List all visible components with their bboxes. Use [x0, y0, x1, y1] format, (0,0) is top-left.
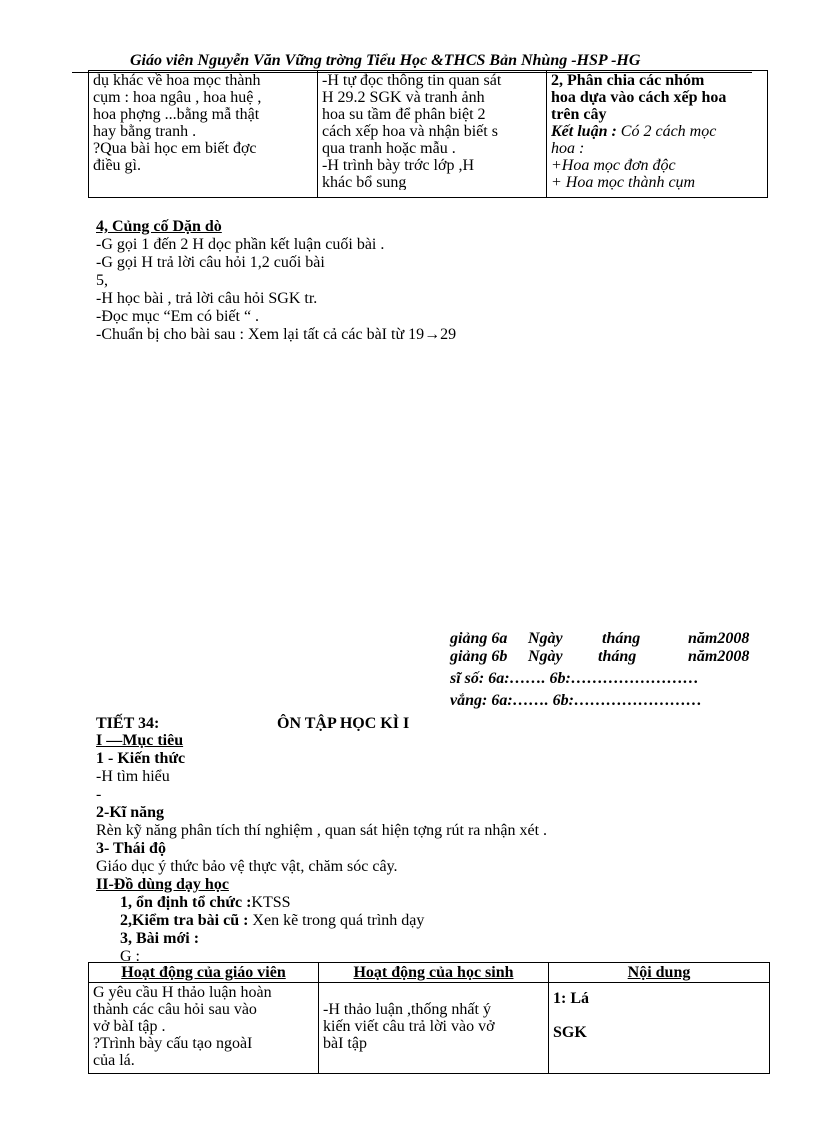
text-line: hay bằng tranh .	[93, 123, 197, 140]
schedule-day: Ngày	[528, 648, 563, 665]
text-segment: 29	[440, 326, 457, 343]
header-teacher-activity: Hoạt động của giáo viên	[89, 963, 319, 983]
student-activity-cell	[319, 983, 549, 1074]
text-line: -H thảo luận ,thống nhất ý	[323, 1001, 491, 1018]
text-line: Giáo dục ý thức bảo vệ thực vật, chăm sóc cây.	[96, 858, 398, 875]
schedule-day: Ngày	[528, 630, 563, 647]
text-segment: -Chuẩn bị cho bài sau : Xem lại tất cả các bàI từ 19	[96, 326, 425, 343]
section-consolidation	[96, 218, 456, 344]
text-line: khác bổ sung	[322, 174, 407, 190]
lesson-number: TIẾT 34:	[96, 715, 160, 732]
text-line: dụ khác về hoa mọc thành	[93, 72, 261, 89]
equipment-heading: II-Đồ dùng dạy học	[96, 876, 229, 893]
text-line: -	[96, 786, 102, 803]
step-value: Xen kẽ trong quá trình dạy	[248, 912, 425, 929]
schedule-row	[450, 630, 750, 648]
text-line: 5,	[96, 272, 108, 289]
conclusion-label: Kết luận :	[551, 123, 617, 140]
schedule-year: năm2008	[688, 630, 750, 647]
text-line: qua tranh hoặc mẫu .	[322, 140, 456, 157]
step-value: KTSS	[251, 894, 291, 911]
section-heading: 4, Củng cố Dặn dò	[96, 218, 222, 235]
step-label: 1, ổn định tổ chức :	[120, 894, 252, 911]
skills-heading: 2-Kĩ năng	[96, 804, 165, 821]
header-content: Nội dung	[549, 963, 770, 983]
text-line: Rèn kỹ năng phân tích thí nghiệm , quan sát hiện tợng rút ra nhận xét .	[96, 822, 548, 839]
knowledge-heading: 1 - Kiến thức	[96, 750, 186, 767]
text-line: của lá.	[93, 1052, 135, 1069]
text-line: -G gọi H trả lời câu hỏi 1,2 cuối bài	[96, 254, 325, 271]
text-line: vở bàI tập .	[93, 1018, 166, 1035]
conclusion-text: Có 2 cách mọc	[616, 123, 717, 140]
schedule-year: năm2008	[688, 648, 750, 665]
text-line: hoa su tầm để phân biệt 2	[322, 106, 486, 123]
conclusion-line	[551, 123, 763, 140]
step-line	[96, 894, 547, 912]
top-table-col-content	[547, 71, 768, 198]
content-heading-line: hoa dựa vào cách xếp hoa	[551, 89, 727, 106]
attitude-heading: 3- Thái độ	[96, 840, 166, 857]
top-lesson-table	[88, 70, 768, 198]
step-line: 3, Bài mới :	[120, 930, 200, 947]
text-line	[96, 326, 456, 344]
step-line: G :	[120, 948, 140, 965]
schedule-row	[450, 648, 750, 666]
lesson-body	[96, 732, 547, 966]
schedule-label: giảng 6a	[450, 630, 508, 647]
text-line: -H tìm hiểu	[96, 768, 170, 785]
table-header-row	[89, 963, 770, 983]
activity-table	[88, 962, 770, 1074]
schedule-month: tháng	[602, 630, 641, 647]
text-line: cụm : hoa ngâu , hoa huệ ,	[93, 89, 262, 106]
text-line: -H tự đọc thông tin quan sát	[322, 72, 502, 89]
objectives-heading: I —Mục tiêu	[96, 732, 184, 749]
schedule-month: tháng	[598, 648, 637, 665]
text-line: -Đọc mục “Em có biết “ .	[96, 308, 260, 325]
text-line: hoa phợng ...bằng mẫ thật	[93, 106, 260, 123]
text-line: thành các câu hỏi sau vào	[93, 1001, 257, 1018]
text-line: kiến viết câu trả lời vào vở	[323, 1018, 495, 1035]
text-line: ?Qua bài học em biết đợc	[93, 140, 257, 157]
top-table-col-teacher	[89, 71, 318, 198]
header-student-activity: Hoạt động của học sinh	[319, 963, 549, 983]
text-line: bàI tập	[323, 1035, 367, 1052]
text-line: +Hoa mọc đơn độc	[551, 157, 676, 174]
teacher-activity-cell	[89, 983, 319, 1074]
text-line: -G gọi 1 đến 2 H dọc phần kết luận cuối bài .	[96, 236, 385, 253]
content-heading-line: trên cây	[551, 106, 607, 123]
page-header: Giáo viên Nguyễn Văn Vững trờng Tiểu Học &THCS Bản Nhùng -HSP -HG	[130, 52, 641, 69]
text-line: cách xếp hoa và nhận biết s	[322, 123, 498, 140]
lesson-title: ÔN TẬP HỌC KÌ I	[277, 715, 410, 732]
schedule-block	[450, 630, 750, 710]
content-heading-line: 2, Phân chia các nhóm	[551, 72, 705, 89]
step-line	[96, 912, 547, 930]
content-heading: 1: Lá	[553, 990, 589, 1007]
content-reference: SGK	[553, 1024, 587, 1041]
text-line	[553, 1007, 765, 1024]
text-line: điều gì.	[93, 157, 141, 174]
attendance-row: sĩ số: 6a:……. 6b:……………………	[450, 670, 699, 687]
arrow-icon: →	[424, 326, 441, 343]
absence-row: vắng: 6a:……. 6b:……………………	[450, 692, 702, 709]
text-line: G yêu cầu H thảo luận hoàn	[93, 984, 272, 1001]
top-table-col-student	[318, 71, 547, 198]
text-line: H 29.2 SGK và tranh ảnh	[322, 89, 485, 106]
text-line: -H học bài , trả lời câu hỏi SGK tr.	[96, 290, 318, 307]
content-cell	[549, 983, 770, 1074]
table-row	[89, 983, 770, 1074]
step-label: 2,Kiểm tra bài cũ :	[120, 912, 249, 929]
text-line: -H trình bày trớc lớp ,H	[322, 157, 474, 174]
text-line: + Hoa mọc thành cụm	[551, 174, 696, 190]
text-line	[323, 984, 544, 1001]
text-line: ?Trình bày cấu tạo ngoàI	[93, 1035, 253, 1052]
text-line: hoa :	[551, 140, 585, 157]
schedule-label: giảng 6b	[450, 648, 508, 665]
